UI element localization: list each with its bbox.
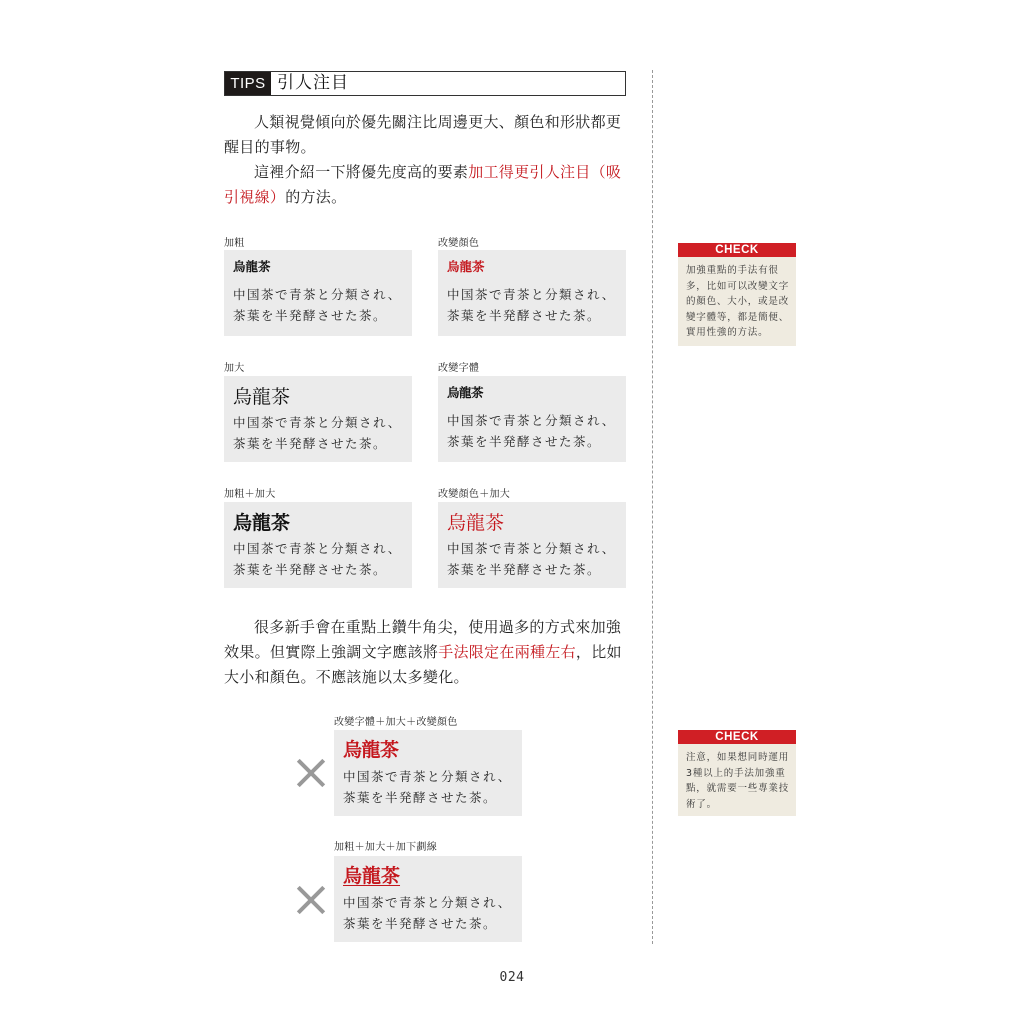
sample-text-line: 中国茶で青茶と分類され、 [233, 415, 402, 430]
sample-title: 烏龍茶 [447, 512, 505, 534]
sample-title: 烏龍茶 [343, 739, 399, 761]
sample-text-line: 中国茶で青茶と分類され、 [233, 541, 402, 556]
middle-paragraph [224, 615, 628, 690]
middle-text: 很多新手會在重點上鑽牛角尖，使用過多的方式來加強效果。但實際上強調文字應該將 [224, 618, 622, 661]
check-body: 注意，如果想同時運用3種以上的手法加強重點，就需要一些專業技術了。 [686, 752, 790, 810]
column-divider [652, 70, 653, 944]
sample-title: 烏龍茶 [233, 512, 291, 534]
intro-text-end: 的方法。 [285, 188, 347, 206]
check-heading: CHECK [678, 730, 796, 744]
sample-text-line: 中国茶で青茶と分類され、 [233, 287, 402, 302]
sample-text-line: 茶葉を半発酵させた茶。 [233, 308, 388, 323]
sample-label: 加大 [224, 363, 245, 374]
sample-text-line: 茶葉を半発酵させた茶。 [447, 434, 602, 449]
intro-paragraph-1: 人類視覺傾向於優先關注比周邊更大、顏色和形狀都更醒目的事物。 [224, 113, 622, 156]
sample-label: 改變顏色 [438, 238, 480, 249]
sample-label: 改變顏色＋加大 [438, 489, 511, 500]
sample-card [438, 376, 626, 462]
sample-title: 烏龍茶 [447, 259, 485, 274]
middle-text-end: ，比如大小和顏色。不應該施以太多變化。 [224, 643, 622, 686]
sample-card [224, 376, 412, 462]
sample-text-line: 茶葉を半発酵させた茶。 [447, 308, 602, 323]
bad-example-card [334, 856, 522, 942]
sample-title: 烏龍茶 [233, 386, 291, 408]
sample-label: 改變字體 [438, 363, 480, 374]
sample-label: 加粗 [224, 238, 245, 249]
cross-icon [296, 758, 326, 788]
sample-label: 加粗＋加大 [224, 489, 276, 500]
sample-title: 烏龍茶 [343, 865, 401, 887]
bad-example-label: 改變字體＋加大＋改變顏色 [334, 717, 458, 728]
sample-text-line: 茶葉を半発酵させた茶。 [447, 562, 602, 577]
check-body: 加強重點的手法有很多，比如可以改變文字的顏色、大小，或是改變字體等，都是簡便、實用性強的方法。 [686, 265, 790, 338]
sample-text-line: 中国茶で青茶と分類され、 [343, 895, 512, 910]
bad-example-label: 加粗＋加大＋加下劃線 [334, 842, 437, 853]
bad-example-card [334, 730, 522, 816]
check-note [678, 243, 796, 346]
tips-tag: TIPS [225, 72, 271, 95]
sample-text-line: 中国茶で青茶と分類され、 [447, 541, 616, 556]
cross-icon [296, 885, 326, 915]
check-note [678, 730, 796, 816]
page-number: 024 [499, 970, 525, 985]
sample-text-line: 茶葉を半発酵させた茶。 [233, 562, 388, 577]
sample-card [224, 250, 412, 336]
sample-text-line: 中国茶で青茶と分類され、 [447, 413, 616, 428]
sample-card [438, 502, 626, 588]
intro-text: 這裡介紹一下將優先度高的要素 [254, 163, 469, 181]
sample-text-line: 茶葉を半発酵させた茶。 [343, 790, 498, 805]
middle-highlight: 手法限定在兩種左右 [438, 643, 576, 661]
check-heading: CHECK [678, 243, 796, 257]
sample-text-line: 中国茶で青茶と分類され、 [447, 287, 616, 302]
sample-title: 烏龍茶 [447, 385, 484, 400]
intro-paragraph-2 [224, 160, 628, 210]
section-title: 引人注目 [277, 73, 349, 93]
sample-card [438, 250, 626, 336]
tips-header [224, 71, 626, 96]
sample-text-line: 茶葉を半発酵させた茶。 [233, 436, 388, 451]
sample-text-line: 茶葉を半発酵させた茶。 [343, 916, 498, 931]
sample-card [224, 502, 412, 588]
sample-text-line: 中国茶で青茶と分類され、 [343, 769, 512, 784]
sample-title: 烏龍茶 [233, 259, 271, 274]
intro-highlight: 加工得更引人注目（吸引視線） [224, 163, 622, 206]
